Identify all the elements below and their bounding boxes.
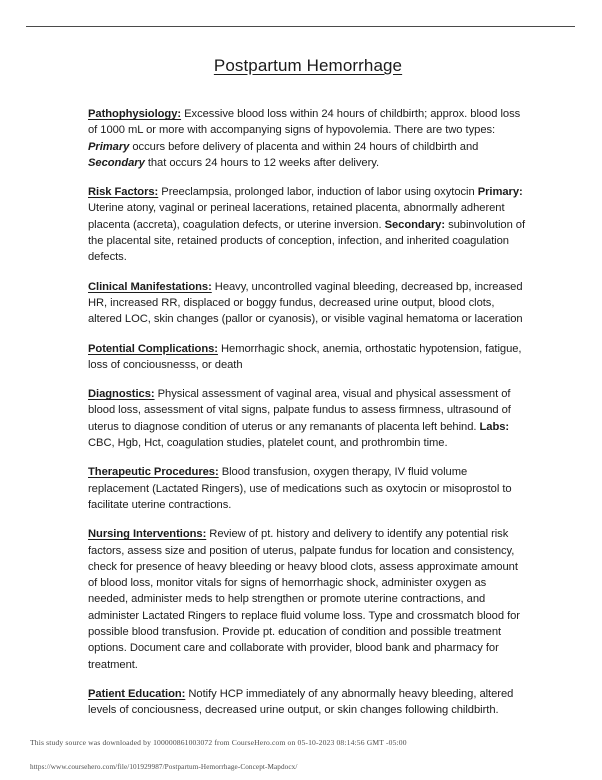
section-clinical-manifestations	[88, 279, 528, 328]
section-pathophysiology	[88, 106, 528, 171]
section-label: Diagnostics:	[88, 388, 155, 401]
section-text-run: Secondary	[88, 156, 145, 169]
section-list	[88, 106, 528, 719]
page-title: Postpartum Hemorrhage	[213, 56, 403, 75]
section-text-run: subinvolution of the placental site, retained products of conception, infection, and inherited coagulation defects.	[88, 218, 526, 264]
section-label: Potential Complications:	[88, 342, 218, 355]
section-risk-factors	[88, 184, 528, 265]
section-text-run: Physical assessment of vaginal area, visual and physical assessment of blood loss, assessment of vital signs, palpate fundus to assess firmness, ultrasound of uterus to diagnose condition of uterus or any remanants of placenta left behind.	[88, 388, 511, 433]
section-text-run: Review of pt. history and delivery to identify any potential risk factors, assess size and position of uterus, palpate fundus for location and consistency, check for presence of heavy bleeding or heavy blood clots, assess approximate amount of blood loss, monitor vitals for signs of hemorrhagic shock, administer oxygen as needed, administer meds to help strengthen or promote uterine contractions, and administer Lactated Ringers to replace fluid volume loss. Type and crossmatch blood for possible blood transfusion. Provide pt. education of condition and possible treatment options. Document care and collaborate with provider, blood bank and pharmacy for treatment.	[88, 528, 520, 671]
section-potential-complications	[88, 341, 528, 374]
section-text-run: Notify HCP immediately of any abnormally heavy bleeding, altered levels of conciousness, decreased urine output, or skin changes following childbirth.	[88, 687, 514, 717]
section-text-run: Excessive blood loss within 24 hours of childbirth; approx. blood loss of 1000 mL or more with accompanying signs of hypovolemia. There are two types:	[88, 108, 521, 137]
section-patient-education	[88, 686, 528, 719]
section-text-run: Hemorrhagic shock, anemia, orthostatic hypotension, fatigue, loss of conciousnesss, or death	[88, 342, 522, 371]
section-label: Risk Factors:	[88, 186, 159, 199]
section-text-run: Heavy, uncontrolled vaginal bleeding, decreased bp, increased HR, increased RR, displaced or boggy fundus, decreased urine output, blood clots, altered LOC, skin changes (pallor or cyanosis), or visible vaginal hematoma or laceration	[88, 280, 523, 326]
section-label: Therapeutic Procedures:	[88, 466, 219, 479]
section-label: Pathophysiology:	[88, 108, 182, 120]
section-text-run: Primary:	[477, 186, 523, 199]
section-text-run: Uterine atony, vaginal or perineal lacerations, retained placenta, abnormally adherent placenta (accreta), coagulation defects, or uterine inversion.	[88, 202, 505, 231]
section-text-run: Blood transfusion, oxygen therapy, IV fluid volume replacement (Lactated Ringers), use of medications such as oxytocin or misoprostol to facilitate uterine contractions.	[88, 466, 512, 511]
coursehero-download-note: This study source was downloaded by 100000861003072 from CourseHero.com on 05-10-2023 08:14:56 GMT -05:00	[30, 738, 407, 747]
section-text-run: that occurs 24 hours to 12 weeks after delivery.	[144, 156, 380, 169]
section-therapeutic-procedures	[88, 464, 528, 513]
section-label: Patient Education:	[88, 687, 186, 700]
section-text-run: Preeclampsia, prolonged labor, induction of labor using oxytocin	[158, 186, 478, 199]
document-body	[88, 56, 528, 719]
section-text-run: occurs before delivery of placenta and within 24 hours of childbirth and	[129, 140, 479, 153]
section-text-run: CBC, Hgb, Hct, coagulation studies, platelet count, and prothrombin time.	[88, 437, 448, 450]
section-label: Nursing Interventions:	[88, 528, 207, 541]
section-text-run: Primary	[88, 140, 130, 153]
section-text-run: Labs:	[479, 420, 510, 433]
coursehero-source-url: https://www.coursehero.com/file/101929987/Postpartum-Hemorrhage-Concept-Mapdocx/	[30, 763, 298, 771]
section-label: Clinical Manifestations:	[88, 280, 212, 293]
section-text-run: Secondary:	[384, 218, 446, 231]
section-diagnostics	[88, 386, 528, 451]
section-nursing-interventions	[88, 526, 528, 673]
header-divider	[26, 26, 575, 27]
